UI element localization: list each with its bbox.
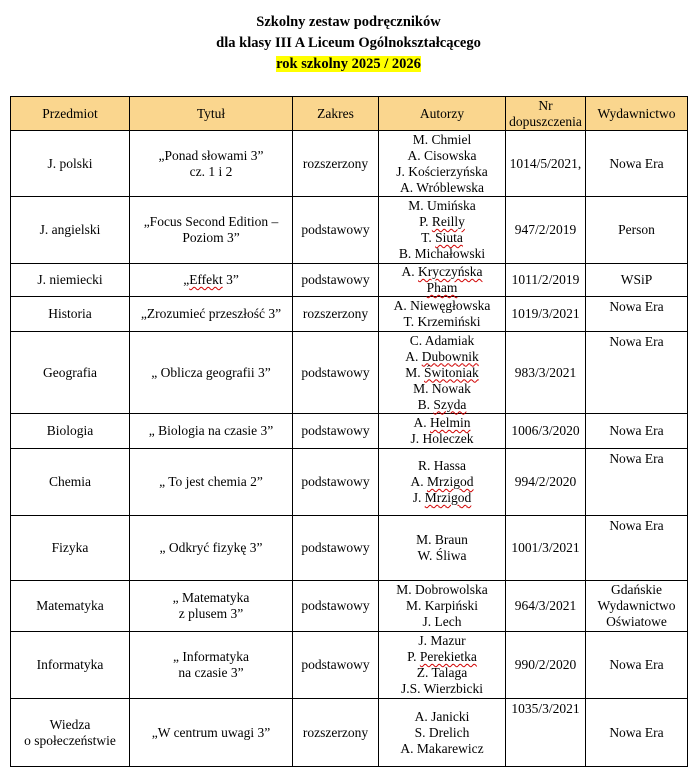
publisher-cell <box>586 699 688 767</box>
table-row <box>11 699 688 767</box>
scope-cell <box>293 449 379 516</box>
authors-text: A. Kryczyńska <box>401 264 483 279</box>
scope-text: podstawowy <box>301 364 370 380</box>
table-row <box>11 332 688 414</box>
title-text: „Focus Second Edition – <box>143 214 279 229</box>
publisher-text: Nowa Era <box>609 334 664 349</box>
subject-cell <box>11 332 130 414</box>
column-header-label: Wydawnictwo <box>597 105 676 121</box>
publisher-text: Nowa Era <box>609 155 664 171</box>
approval-number-text: 964/3/2021 <box>514 598 577 613</box>
authors-text: J. Holeczek <box>410 431 474 446</box>
publisher-cell <box>586 131 688 197</box>
approval-number-cell <box>506 414 586 449</box>
table-row <box>11 197 688 264</box>
approval-number-cell <box>506 297 586 332</box>
authors-cell <box>379 264 506 297</box>
scope-text: podstawowy <box>301 222 370 237</box>
authors-text: M. Nowak <box>413 380 471 396</box>
publisher-cell <box>586 414 688 449</box>
subject-text: Biologia <box>46 423 94 438</box>
textbook-table <box>10 96 688 767</box>
authors-text: A. Cisowska <box>407 147 477 163</box>
column-header <box>379 97 506 131</box>
scope-text: rozszerzony <box>302 155 369 171</box>
title-line-3 <box>0 54 697 75</box>
title-text: „ Informatyka <box>172 649 250 664</box>
approval-number-cell <box>506 699 586 767</box>
title-text: Poziom 3” <box>182 230 240 245</box>
scope-cell <box>293 581 379 632</box>
publisher-text: Nowa Era <box>609 724 664 740</box>
subject-text: Chemia <box>49 474 91 489</box>
title-cell <box>130 516 293 581</box>
approval-number-text: 1035/3/2021 <box>511 701 580 716</box>
subject-text: Geografia <box>43 364 97 380</box>
subject-text: Wiedza <box>49 716 91 732</box>
title-text: „Ponad słowami 3” <box>158 147 264 163</box>
approval-number-cell <box>506 632 586 699</box>
scope-text: rozszerzony <box>302 724 369 740</box>
authors-cell <box>379 414 506 449</box>
authors-cell <box>379 131 506 197</box>
scope-text: rozszerzony <box>302 306 369 321</box>
subject-cell <box>11 264 130 297</box>
subject-cell <box>11 297 130 332</box>
authors-text: M. Świtoniak <box>405 364 479 380</box>
publisher-text: Person <box>618 222 655 237</box>
approval-number-cell <box>506 332 586 414</box>
publisher-cell <box>586 332 688 414</box>
column-header <box>293 97 379 131</box>
authors-text: T. Siuta <box>421 230 463 245</box>
title-text: „Effekt 3” <box>183 272 239 287</box>
column-header-label: dopuszczenia <box>509 113 582 129</box>
authors-text: P. Reilly <box>419 214 465 229</box>
approval-number-cell <box>506 516 586 581</box>
column-header-label: Tytuł <box>196 105 226 121</box>
title-text: z plusem 3” <box>178 606 244 621</box>
authors-text: B. Michałowski <box>398 246 486 261</box>
title-cell <box>130 699 293 767</box>
publisher-text: Nowa Era <box>609 518 664 533</box>
authors-text: A. Makarewicz <box>400 740 484 756</box>
approval-number-cell <box>506 264 586 297</box>
title-cell <box>130 414 293 449</box>
subject-text: Fizyka <box>51 540 89 555</box>
scope-text: podstawowy <box>301 598 370 613</box>
subject-text: Historia <box>48 306 92 321</box>
publisher-text: Gdańskie <box>611 582 662 597</box>
authors-text: J. Mazur <box>418 633 466 648</box>
subject-text: Informatyka <box>36 657 104 672</box>
publisher-cell <box>586 297 688 332</box>
approval-number-text: 1014/5/2021, <box>509 155 582 171</box>
title-text: „ Oblicza geografii 3” <box>151 364 271 380</box>
table-row <box>11 414 688 449</box>
authors-text: M. Karpiński <box>406 598 478 613</box>
scope-cell <box>293 632 379 699</box>
authors-text: J. Lech <box>422 614 462 629</box>
publisher-text: WSiP <box>620 272 653 287</box>
approval-number-cell <box>506 449 586 516</box>
column-header <box>130 97 293 131</box>
table-row <box>11 264 688 297</box>
authors-text: A. Helmin <box>413 415 471 430</box>
publisher-text: Nowa Era <box>609 423 664 438</box>
title-line-2: dla klasy III A Liceum Ogólnokształcącego <box>216 35 481 51</box>
authors-text: J. Mrzigod <box>412 490 472 505</box>
subject-text: J. niemiecki <box>37 272 103 287</box>
column-header <box>506 97 586 131</box>
approval-number-cell <box>506 131 586 197</box>
authors-text: P. Perekietka <box>407 649 477 664</box>
authors-text: R. Hassa <box>418 458 466 473</box>
title-cell <box>130 449 293 516</box>
scope-text: podstawowy <box>301 657 370 672</box>
publisher-cell <box>586 632 688 699</box>
authors-text: C. Adamiak <box>409 332 475 348</box>
title-cell <box>130 197 293 264</box>
publisher-text: Nowa Era <box>609 451 664 466</box>
scope-cell <box>293 332 379 414</box>
subject-cell <box>11 197 130 264</box>
approval-number-text: 1006/3/2020 <box>511 423 580 438</box>
scope-cell <box>293 297 379 332</box>
authors-cell <box>379 197 506 264</box>
column-header <box>586 97 688 131</box>
scope-cell <box>293 197 379 264</box>
subject-cell <box>11 516 130 581</box>
scope-text: podstawowy <box>301 540 370 555</box>
subject-text: J. polski <box>47 155 93 171</box>
title-text: cz. 1 i 2 <box>189 163 233 179</box>
authors-cell <box>379 297 506 332</box>
column-header-label: Nr <box>538 97 553 113</box>
publisher-cell <box>586 264 688 297</box>
subject-cell <box>11 581 130 632</box>
approval-number-text: 990/2/2020 <box>514 657 577 672</box>
title-cell <box>130 264 293 297</box>
subject-cell <box>11 699 130 767</box>
column-header <box>11 97 130 131</box>
publisher-cell <box>586 197 688 264</box>
table-body <box>11 131 688 767</box>
table-header-row <box>11 97 688 131</box>
authors-text: Pham <box>426 280 458 295</box>
authors-text: A. Wróblewska <box>400 179 484 195</box>
subject-cell <box>11 131 130 197</box>
approval-number-text: 947/2/2019 <box>514 222 577 237</box>
approval-number-text: 1011/2/2019 <box>511 272 580 287</box>
title-text: „Zrozumieć przeszłość 3” <box>140 306 282 321</box>
title-cell <box>130 332 293 414</box>
title-text: na czasie 3” <box>178 665 244 680</box>
authors-text: S. Drelich <box>414 724 470 740</box>
table-row <box>11 131 688 197</box>
authors-text: J.S. Wierzbicki <box>400 681 484 696</box>
title-cell <box>130 581 293 632</box>
publisher-cell <box>586 449 688 516</box>
publisher-text: Nowa Era <box>609 299 664 314</box>
authors-text: B. Szyda <box>417 396 467 412</box>
approval-number-text: 983/3/2021 <box>514 364 577 380</box>
scope-text: podstawowy <box>301 423 370 438</box>
authors-cell <box>379 581 506 632</box>
approval-number-text: 1019/3/2021 <box>511 306 580 321</box>
authors-text: Z. Talaga <box>416 665 468 680</box>
scope-cell <box>293 131 379 197</box>
approval-number-text: 994/2/2020 <box>514 474 577 489</box>
scope-cell <box>293 699 379 767</box>
scope-cell <box>293 516 379 581</box>
publisher-text: Wydawnictwo <box>597 598 676 613</box>
subject-cell <box>11 414 130 449</box>
publisher-text: Nowa Era <box>609 657 664 672</box>
school-year-highlight: rok szkolny 2025 / 2026 <box>276 56 421 72</box>
authors-text: A. Janicki <box>414 708 470 724</box>
authors-text: T. Krzemiński <box>403 314 481 329</box>
column-header-label: Autorzy <box>419 105 465 121</box>
column-header-label: Przedmiot <box>42 105 98 121</box>
subject-text: Matematyka <box>36 598 104 613</box>
authors-text: M. Dobrowolska <box>396 582 488 597</box>
document-title <box>0 12 697 75</box>
title-cell <box>130 131 293 197</box>
authors-cell <box>379 449 506 516</box>
publisher-cell <box>586 516 688 581</box>
title-text: „ Biologia na czasie 3” <box>148 423 274 438</box>
subject-text: J. angielski <box>39 222 101 237</box>
scope-cell <box>293 264 379 297</box>
table-row <box>11 516 688 581</box>
authors-cell <box>379 516 506 581</box>
authors-text: A. Dubownik <box>405 348 479 364</box>
title-line-1: Szkolny zestaw podręczników <box>256 14 441 30</box>
column-header-label: Zakres <box>317 105 354 121</box>
title-cell <box>130 297 293 332</box>
title-text: „ Odkryć fizykę 3” <box>159 540 263 555</box>
subject-cell <box>11 449 130 516</box>
table-row <box>11 297 688 332</box>
title-text: „ Matematyka <box>172 590 250 605</box>
authors-cell <box>379 632 506 699</box>
authors-text: J. Kościerzyńska <box>396 163 488 179</box>
scope-cell <box>293 414 379 449</box>
authors-text: W. Śliwa <box>417 548 467 563</box>
authors-cell <box>379 699 506 767</box>
scope-text: podstawowy <box>301 474 370 489</box>
publisher-text: Oświatowe <box>606 614 667 629</box>
authors-text: M. Chmiel <box>412 131 472 147</box>
table-row <box>11 449 688 516</box>
scope-text: podstawowy <box>301 272 370 287</box>
approval-number-cell <box>506 581 586 632</box>
authors-cell <box>379 332 506 414</box>
authors-text: M. Braun <box>416 532 468 547</box>
subject-cell <box>11 632 130 699</box>
approval-number-cell <box>506 197 586 264</box>
title-text: „W centrum uwagi 3” <box>151 724 271 740</box>
approval-number-text: 1001/3/2021 <box>511 540 580 555</box>
table-row <box>11 632 688 699</box>
publisher-cell <box>586 581 688 632</box>
title-text: „ To jest chemia 2” <box>159 474 263 489</box>
subject-text: o społeczeństwie <box>24 732 116 748</box>
table-row <box>11 581 688 632</box>
authors-text: A. Niewęgłowska <box>393 298 491 313</box>
title-cell <box>130 632 293 699</box>
authors-text: M. Umińska <box>408 198 476 213</box>
authors-text: A. Mrzigod <box>410 474 474 489</box>
